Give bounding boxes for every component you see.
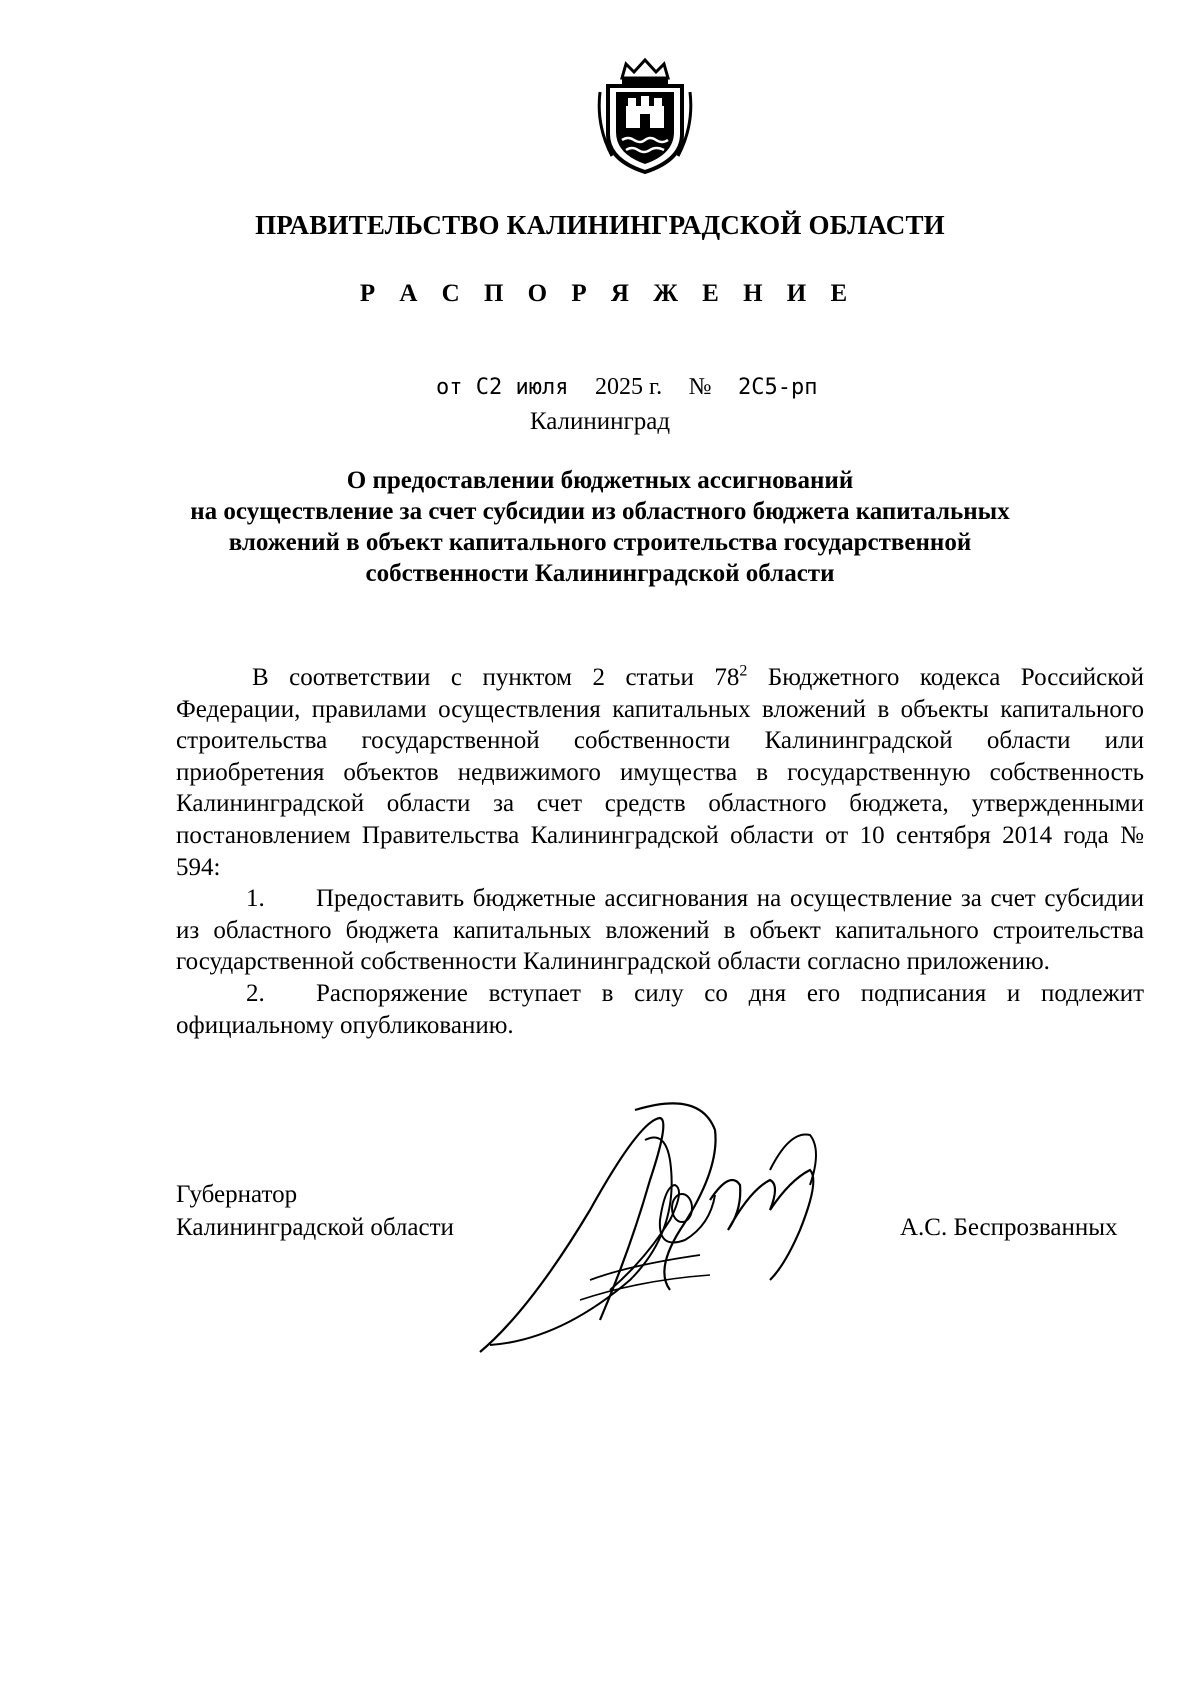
document-date-number [436,374,818,401]
list-item [176,978,1144,1041]
document-type-title: Р А С П О Р Я Ж Е Н И Е [359,280,857,307]
government-title: ПРАВИТЕЛЬСТВО КАЛИНИНГРАДСКОЙ ОБЛАСТИ [255,210,945,240]
document-subject [0,465,1200,589]
signatory-name: А.С. Беспрозванных [900,1214,1118,1241]
position-title: Губернатор [176,1181,298,1208]
date-prefix: от [436,375,463,400]
subject-line: О предоставлении бюджетных ассигнований [346,467,854,494]
document-body [176,662,1144,1041]
document-city: Калининград [529,408,671,435]
subject-line: вложений в объект капитального строительства государственной [228,529,972,556]
number-sign: № [688,374,712,400]
subject-line: на осуществление за счет субсидии из областного бюджета капитальных [190,498,1010,525]
coat-of-arms-icon [592,56,698,176]
intro-text-rest: Бюджетного кодекса Российской Федерации, правилами осуществления капитальных вложений в объекты капитального строительства государственной собственности Калининградской области или приобретения объектов недвижимого имущества в государственную собственность Калининградской области за счет средств областного бюджета, утвержденными постановлением Правительства Калининградской области от 10 сентября 2014 года № 594: [176,664,1145,881]
list-item-text: Предоставить бюджетные ассигнования на осуществление за счет субсидии из областного бюджета капитальных вложений в объект капитального строительства государственной собственности Калининградской области согласно приложению. [176,885,1144,976]
list-item-number: 2. [246,979,265,1007]
position-region: Калининградской области [176,1214,454,1241]
subject-line: собственности Калининградской области [365,560,835,587]
signatory-position [176,1178,454,1244]
date-month: июля [515,375,569,400]
handwritten-signature [470,1090,870,1360]
date-year: 2025 г. [594,374,663,400]
intro-paragraph [176,662,1144,883]
list-item [176,883,1144,978]
list-item-number: 1. [246,885,265,913]
date-day: С2 [475,375,503,400]
list-item-text: Распоряжение вступает в силу со дня его подписания и подлежит официальному опубликованию. [176,979,1144,1039]
intro-text-start: В соответствии с пунктом 2 статьи 78 [252,664,740,691]
article-superscript: 2 [739,662,748,680]
document-number: 2С5-рп [738,375,818,400]
